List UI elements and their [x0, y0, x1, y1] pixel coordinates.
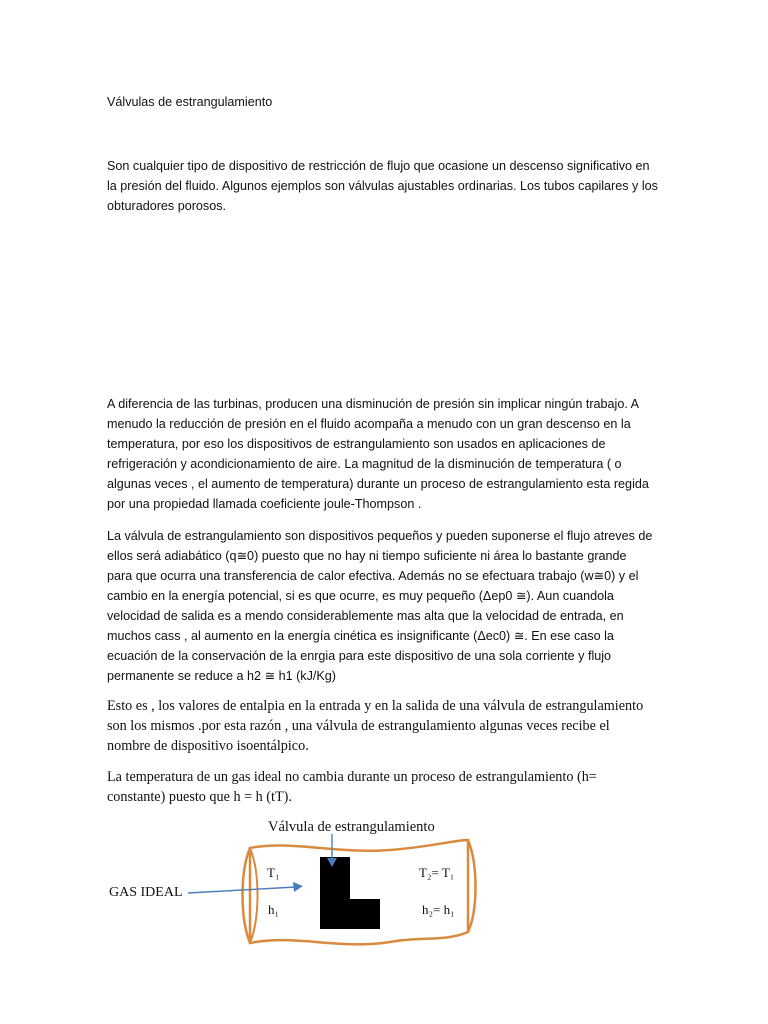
outlet-enthalpy-label: h₂= h₁: [422, 902, 455, 917]
text-line: obturadores porosos.: [107, 199, 227, 213]
text-line: ecuación de la conservación de la enrgia para este dispositivo de una sola corriente y flujo: [107, 649, 612, 663]
valve-horizontal-block: [320, 899, 380, 929]
text-line: la presión del fluido. Algunos ejemplos son válvulas ajustables ordinarias. Los tubos capilares y los: [107, 179, 658, 193]
text-line: A diferencia de las turbinas, producen una disminución de presión sin implicar ningún trabajo. A: [107, 397, 640, 411]
paragraph-definition: [107, 156, 667, 216]
text-line: cambio en la energía potencial, si es que ocurre, es muy pequeño (Δep0 ≅). Aun cuandola: [107, 589, 614, 603]
text-line: La temperatura de un gas ideal no cambia durante un proceso de estrangulamiento (h=: [107, 769, 597, 785]
text-line: nombre de dispositivo isoentálpico.: [107, 738, 309, 754]
inlet-temperature-label: T₁: [267, 865, 280, 880]
text-line: son los mismos .por esta razón , una válvula de estrangulamiento algunas veces recibe el: [107, 718, 610, 734]
text-line: refrigeración y acondicionamiento de aire. La magnitud de la disminución de temperatura ( o: [107, 457, 622, 471]
text-line: velocidad de salida es a mendo considerablemente mas alta que la velocidad de entrada, en: [107, 609, 624, 623]
text-line: permanente se reduce a h2 ≅ h1 (kJ/Kg): [107, 669, 336, 683]
text-line: Son cualquier tipo de dispositivo de restricción de flujo que ocasione un descenso significativo en: [107, 159, 650, 173]
text-line: ellos será adiabático (q≅0) puesto que no hay ni tiempo suficiente ni área lo bastante grande: [107, 549, 627, 563]
text-line: constante) puesto que h = h (tT).: [107, 789, 292, 805]
paragraph-ideal-gas: [107, 767, 667, 807]
paragraph-isenthalpic: [107, 696, 667, 756]
text-line: por una propiedad llamada coeficiente joule-Thompson .: [107, 497, 422, 511]
text-line: Esto es , los valores de entalpia en la entrada y en la salida de una válvula de estrangulamiento: [107, 698, 644, 714]
text-line: menudo la reducción de presión en el fluido acompaña a menudo con un gran descenso en la: [107, 417, 631, 431]
text-line: para que ocurra una transferencia de calor efectiva. Además no se efectuara trabajo (w≅0) y el: [107, 569, 639, 583]
valve-label: Válvula de estrangulamiento: [268, 819, 435, 835]
throttling-valve-diagram: [100, 810, 500, 960]
paragraph-turbines: [107, 394, 667, 514]
gas-label: GAS IDEAL: [109, 885, 183, 900]
page-heading: [107, 92, 667, 112]
outlet-temperature-label: T₂= T₁: [419, 865, 455, 880]
text-line: temperatura, por eso los dispositivos de estrangulamiento son usados en aplicaciones de: [107, 437, 606, 451]
text-line: La válvula de estrangulamiento son dispositivos pequeños y pueden suponerse el flujo atreves de: [107, 529, 653, 543]
text-line: muchos cass , al aumento en la energía cinética es insignificante (Δec0) ≅. En ese caso la: [107, 629, 614, 643]
inlet-enthalpy-label: h₁: [268, 902, 280, 917]
text-line: algunas veces , el aumento de temperatura) durante un proceso de estrangulamiento esta regida: [107, 477, 649, 491]
heading-text: Válvulas de estrangulamiento: [107, 95, 273, 109]
paragraph-adiabatic: [107, 526, 667, 686]
